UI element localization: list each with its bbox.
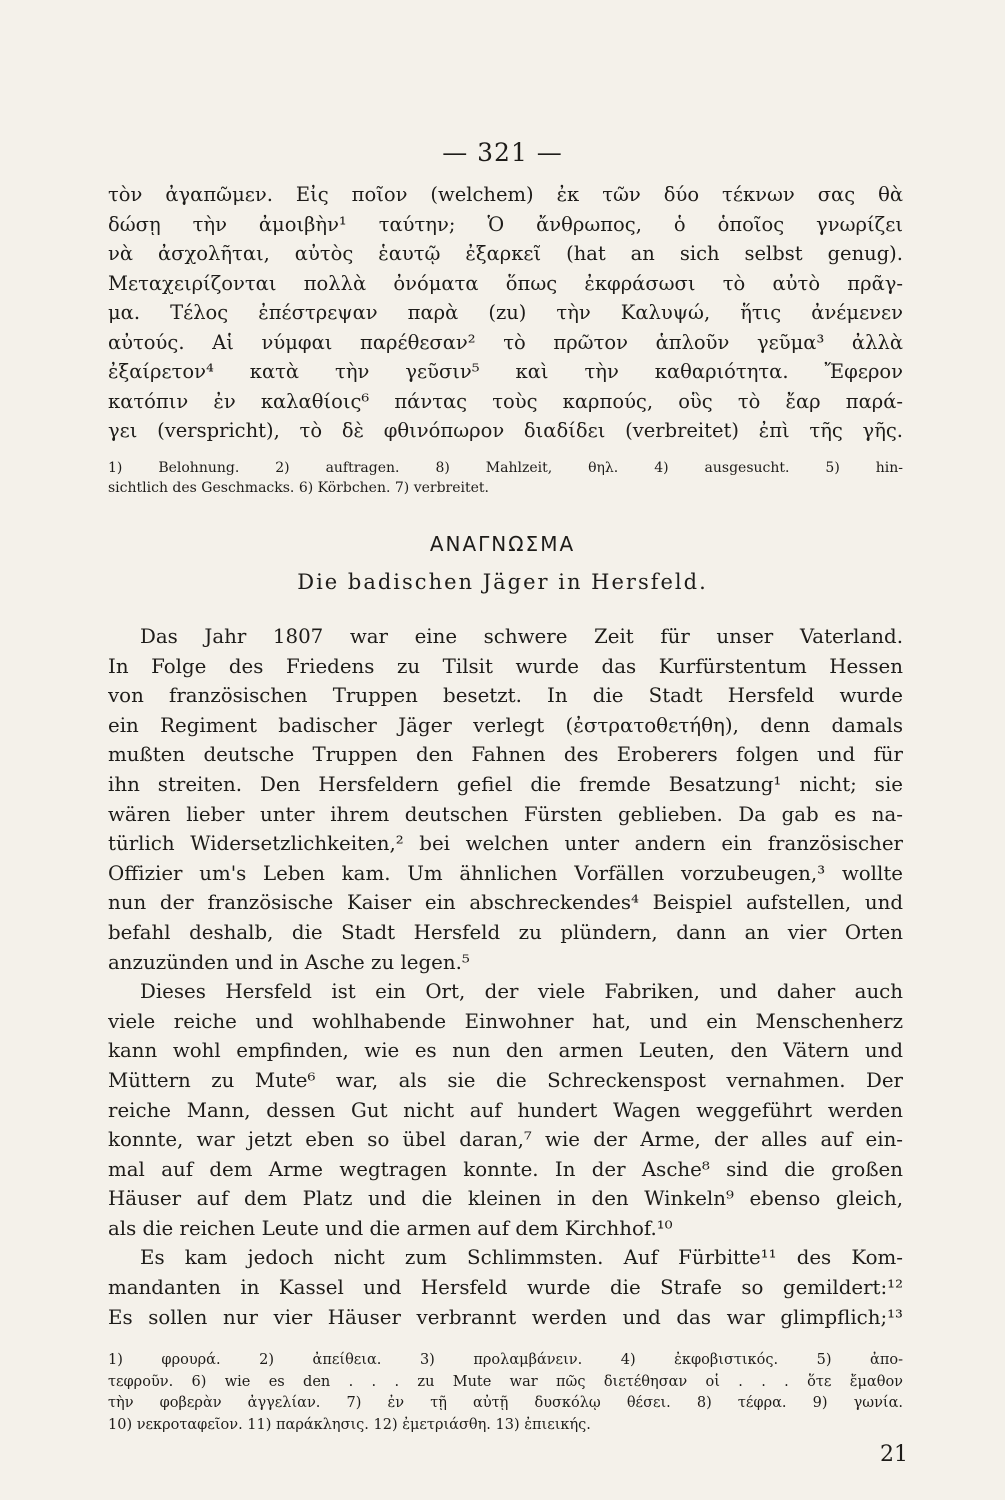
footnote-line: 10) νεκροταφεῖον. 11) παράκλησις. 12) ἐμετριάσθη. 13) ἐπιεικής. xyxy=(108,1416,591,1433)
text-line: anzuzünden und in Asche zu legen.⁵ xyxy=(108,950,470,974)
text-line: In Folge des Friedens zu Tilsit wurde das Kurfürstentum Hessen xyxy=(108,654,903,678)
text-line: μα. Τέλος ἐπέστρεψαν παρὰ (zu) τὴν Καλυψώ, ἥτις ἀνέμενεν xyxy=(108,301,903,324)
text-line: Offizier um's Leben kam. Um ähnlichen Vorfällen vorzubeugen,³ wollte xyxy=(108,861,903,885)
signature-mark: 21 xyxy=(880,1442,908,1467)
text-line: τὸν ἀγαπῶμεν. Εἰς ποῖον (welchem) ἐκ τῶν δύο τέκνων σας θὰ xyxy=(108,183,903,206)
text-line: mal auf dem Arme wegtragen konnte. In der Asche⁸ sind die großen xyxy=(108,1157,903,1181)
text-line: κατόπιν ἐν καλαθίοις⁶ πάντας τοὺς καρπούς, οὓς τὸ ἔαρ παρά- xyxy=(108,389,903,413)
text-line: Dieses Hersfeld ist ein Ort, der viele Fabriken, und daher auch xyxy=(140,980,903,1004)
text-line: Häuser auf dem Platz und die kleinen in den Winkeln⁹ ebenso gleich, xyxy=(108,1187,903,1211)
text-line: Müttern zu Mute⁶ war, als sie die Schreckenspost vernahmen. Der xyxy=(108,1068,903,1092)
page-number: — 321 — xyxy=(442,138,563,167)
text-line: mußten deutsche Truppen den Fahnen des Eroberers folgen und für xyxy=(108,743,903,767)
text-line: ihn streiten. Den Hersfeldern gefiel die fremde Besatzung¹ nicht; sie xyxy=(108,772,903,796)
greek-exercise-text xyxy=(108,180,903,446)
footnote-line: τὴν φοβερὰν ἀγγελίαν. 7) ἐν τῇ αὐτῇ δυσκόλῳ θέσει. 8) τέφρα. 9) γωνία. xyxy=(108,1395,903,1411)
text-line: nun der französische Kaiser ein abschreckendes⁴ Beispiel aufstellen, und xyxy=(108,891,903,915)
german-reading-text xyxy=(108,622,903,1332)
footnotes-greek-section xyxy=(108,458,903,498)
text-line: befahl deshalb, die Stadt Hersfeld zu plündern, dann an vier Orten xyxy=(108,920,903,944)
text-line: viele reiche und wohlhabende Einwohner hat, und ein Menschenherz xyxy=(108,1009,903,1033)
text-line: γει (verspricht), τὸ δὲ φθινόπωρον διαδίδει (verbreitet) ἐπὶ τῆς γῆς. xyxy=(108,419,903,442)
footnote-line: sichtlich des Geschmacks. 6) Körbchen. 7) verbreitet. xyxy=(108,480,489,496)
section-heading: ΑΝΑΓΝΩΣΜΑ xyxy=(429,532,576,556)
text-line: Es sollen nur vier Häuser verbrannt werden und das war glimpflich;¹³ xyxy=(108,1305,903,1329)
text-line: Es kam jedoch nicht zum Schlimmsten. Auf Fürbitte¹¹ des Kom- xyxy=(140,1246,903,1270)
text-line: mandanten in Kassel und Hersfeld wurde die Strafe so gemildert:¹² xyxy=(108,1276,903,1300)
footnote-line: 1) φρουρά. 2) ἀπείθεια. 3) προλαμβάνειν. 4) ἐκφοβιστικός. 5) ἀπο- xyxy=(108,1352,903,1368)
text-line: δώσῃ τὴν ἀμοιβὴν¹ ταύτην; Ὁ ἄνθρωπος, ὁ ὁποῖος γνωρίζει xyxy=(108,212,903,236)
text-line: ein Regiment badischer Jäger verlegt (ἐστρατοθετήθη), denn damals xyxy=(108,713,903,737)
text-line: kann wohl empfinden, wie es nun den armen Leuten, den Vätern und xyxy=(108,1039,903,1063)
footnotes-german-section xyxy=(108,1350,903,1436)
text-line: von französischen Truppen besetzt. In die Stadt Hersfeld wurde xyxy=(108,684,903,708)
text-line: türlich Widersetzlichkeiten,² bei welchen unter andern ein französischer xyxy=(108,832,903,856)
footnote-line: τεφροῦν. 6) wie es den . . . zu Mute war πῶς διετέθησαν οἱ . . . ὅτε ἔμαθον xyxy=(108,1373,903,1390)
text-line: ἐξαίρετον⁴ κατὰ τὴν γεῦσιν⁵ καὶ τὴν καθαριότητα. Ἔφερον xyxy=(108,360,903,383)
text-line: νὰ ἀσχολῆται, αὐτὸς ἑαυτῷ ἐξαρκεῖ (hat an sich selbst genug). xyxy=(108,242,903,265)
text-line: als die reichen Leute und die armen auf dem Kirchhof.¹⁰ xyxy=(108,1216,673,1240)
story-title: Die badischen Jäger in Hersfeld. xyxy=(297,570,708,594)
text-line: αὐτούς. Αἱ νύμφαι παρέθεσαν² τὸ πρῶτον ἁπλοῦν γεῦμα³ ἀλλὰ xyxy=(108,330,903,354)
text-line: konnte, war jetzt eben so übel daran,⁷ wie der Arme, der alles auf ein- xyxy=(108,1128,903,1152)
text-line: Μεταχειρίζονται πολλὰ ὀνόματα ὅπως ἐκφράσωσι τὸ αὐτὸ πρᾶγ- xyxy=(108,271,903,295)
footnote-line: 1) Belohnung. 2) auftragen. 8) Mahlzeit, θηλ. 4) ausgesucht. 5) hin- xyxy=(108,460,903,476)
text-line: Das Jahr 1807 war eine schwere Zeit für unser Vaterland. xyxy=(140,625,903,648)
text-line: reiche Mann, dessen Gut nicht auf hundert Wagen weggeführt werden xyxy=(108,1098,903,1122)
text-line: wären lieber unter ihrem deutschen Fürsten geblieben. Da gab es na- xyxy=(108,802,903,826)
